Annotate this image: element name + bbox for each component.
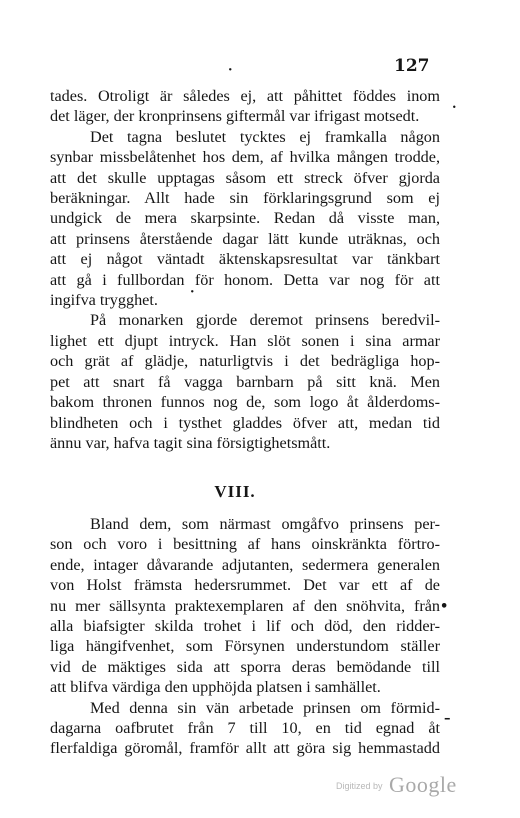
paragraph-3 xyxy=(50,310,440,453)
text-line: bakom thronen funnos nog de, som logo åt ålderdoms- xyxy=(50,393,440,412)
text-line: Bland dem, som närmast omgåfvo prinsens per- xyxy=(90,515,440,533)
margin-dot-mark: • xyxy=(440,599,449,614)
text-line: att ej något väntadt äktenskapsresultat var tänkbart xyxy=(50,250,440,269)
text-line: att blifva värdiga den upphöjda platsen i samhället. xyxy=(50,678,381,697)
paragraph-1 xyxy=(50,86,440,127)
text-line: undgick de mera skarpsinte. Redan då visste man, xyxy=(50,209,440,228)
text-line: ännu var, hafva tagit sina försigtighetsmått. xyxy=(50,433,331,452)
text-line: flerfaldiga göromål, framför allt att göra sig hemmastadd xyxy=(50,739,440,758)
text-line: På monarken gjorde deremot prinsens beredvil- xyxy=(90,311,440,330)
digitized-by-google-watermark xyxy=(336,772,457,798)
margin-dot-mark: . xyxy=(452,97,457,112)
paragraph-2 xyxy=(50,127,440,311)
text-line: Med denna sin vän arbetade prinsen om förmid- xyxy=(90,698,440,717)
text-line: ende, intager dåvarande adjutanten, sedermera generalen xyxy=(50,555,440,574)
text-line: och grät af glädje, naturligtvis i det bedrägliga hop- xyxy=(50,352,440,371)
text-line: alla biafsigter skilda trohet i lif och död, den ridder- xyxy=(50,617,440,636)
text-line: nu mer sällsynta praktexemplaren af den snöhvita, från xyxy=(50,596,440,615)
text-line: att gå i fullbordan för honom. Detta var nog för att xyxy=(50,270,440,289)
text-line: Det tagna beslutet tycktes ej framkalla någon xyxy=(90,127,440,146)
text-line: pet att snart få vagga barnbarn på sitt knä. Men xyxy=(50,372,440,391)
text-line: son och voro i besittning af hans oinskränkta förtro- xyxy=(50,535,440,554)
watermark-digitized-label: Digitized by xyxy=(336,781,383,791)
text-line: lighet ett djupt intryck. Han slöt sonen i sina armar xyxy=(50,331,440,350)
watermark-brand: Google xyxy=(388,772,457,797)
margin-dot-mark: · xyxy=(190,285,195,300)
text-line: tades. Otroligt är således ej, att påhittet föddes inom xyxy=(50,87,440,105)
text-line: det läger, der kronprinsens giftermål var ifrigast motsedt. xyxy=(50,107,420,126)
text-line: att prinsens återstående dagar lätt kunde uträknas, och xyxy=(50,229,440,248)
text-line: von Holst främsta hedersrummet. Det var ett af de xyxy=(50,576,440,595)
top-dot-mark: · xyxy=(228,63,233,78)
text-line: ingifva trygghet. xyxy=(50,291,158,310)
page-number: 127 xyxy=(394,56,430,76)
section-heading: VIII. xyxy=(214,482,256,501)
text-line: synbar missbelåtenhet hos dem, af hvilka mången trodde, xyxy=(50,148,440,167)
text-column-lower xyxy=(50,514,440,759)
text-line: vid de mäktiges sida att sporra deras bemödande till xyxy=(50,657,440,676)
text-line: att det skulle upptagas såsom ett streck öfver gjorda xyxy=(50,168,440,187)
text-line: blindheten och i tysthet gladdes öfver att, medan tid xyxy=(50,413,440,432)
text-column-upper xyxy=(50,86,440,453)
text-line: liga hängifvenhet, som Försynen understundom ställer xyxy=(50,637,440,656)
text-line: dagarna oafbrutet från 7 till 10, en tid egnad åt xyxy=(50,719,440,738)
paragraph-4 xyxy=(50,514,440,759)
margin-dot-mark: – xyxy=(444,711,451,726)
text-line: beräkningar. Allt hade sin förklaringsgrund som ej xyxy=(50,189,440,208)
